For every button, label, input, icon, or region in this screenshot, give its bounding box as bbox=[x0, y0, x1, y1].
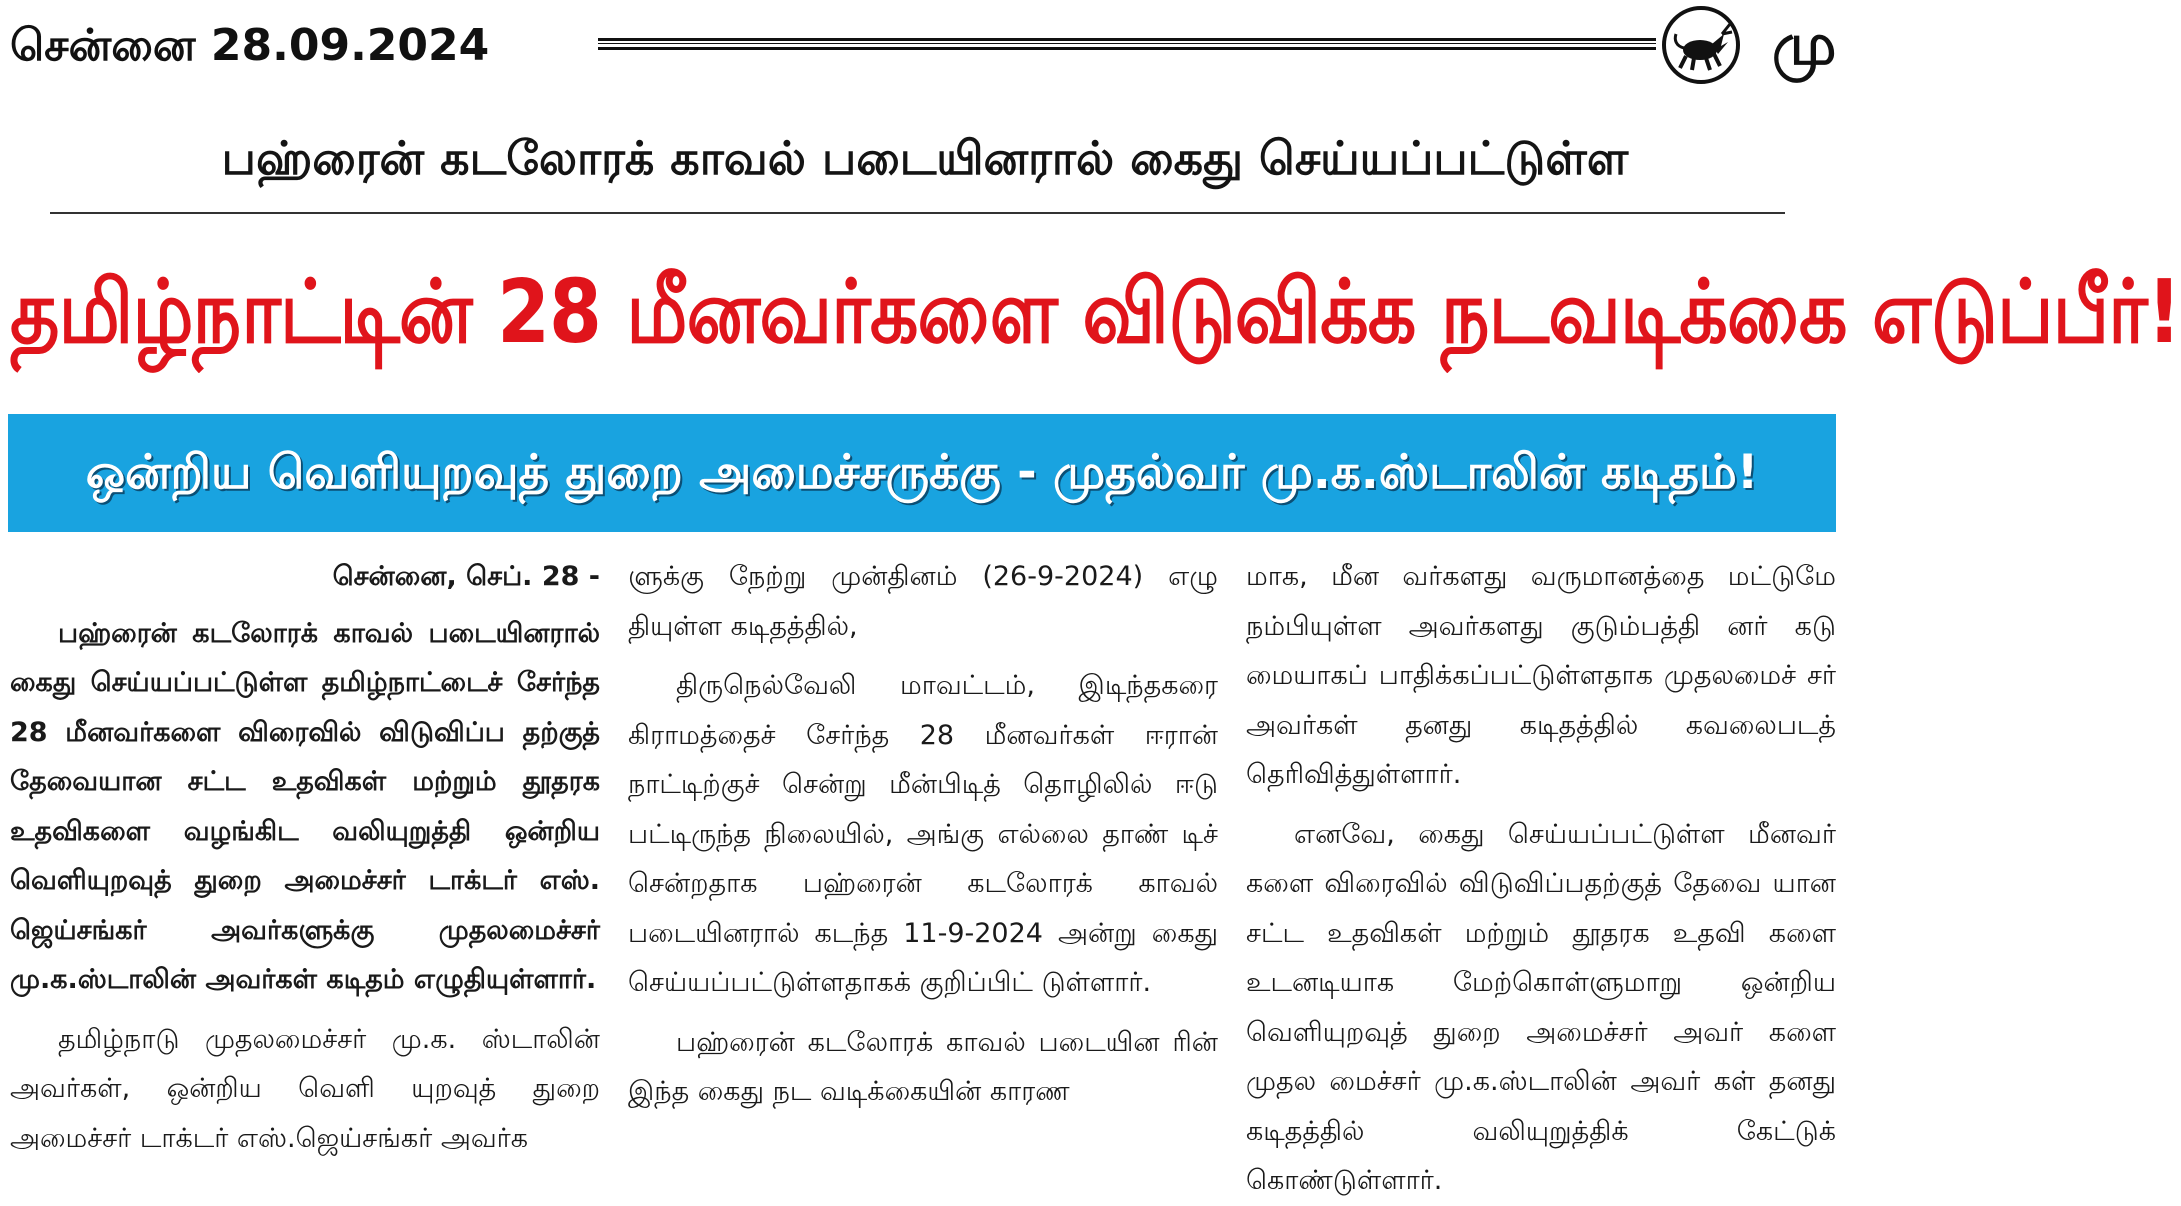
body-paragraph-4: எனவே, கைது செய்யப்பட்டுள்ள மீனவர் களை விரைவில் விடுவிப்பதற்குத் தேவை யான சட்ட உதவிகள் மற்றும் தூதரக உதவி களை உடனடியாக மேற்கொள்ளுமாறு ஒன்றிய வெளியுறவுத் துறை அமைச்சர் அவர் களை முதல மைச்சர் மு.க.ஸ்டாலின் அவர் கள் தனது கடிதத்தில் வலியுறுத்திக் கேட்டுக் கொண்டுள்ளார். bbox=[1246, 818, 1836, 1196]
dateline: சென்னை 28.09.2024 bbox=[10, 20, 490, 71]
bull-icon bbox=[1662, 6, 1740, 84]
subhead: ஒன்றிய வெளியுறவுத் துறை அமைச்சருக்கு - முதல்வர் மு.க.ஸ்டாலின் கடிதம்! bbox=[85, 445, 1759, 500]
article-column-2 bbox=[628, 552, 1218, 1117]
body-paragraph-3: பஹ்ரைன் கடலோரக் காவல் படையின ரின் இந்த கைது நட வடிக்கையின் காரண bbox=[628, 1026, 1218, 1107]
bull-icon-graphic bbox=[1666, 10, 1736, 80]
body-paragraph-3-continued: மாக, மீன வர்களது வருமானத்தை மட்டுமே நம்பியுள்ள அவர்களது குடும்பத்தி னர் கடு மையாகப் பாதிக்கப்பட்டுள்ளதாக முதலமைச் சர் அவர்கள் தனது கடிதத்தில் கவலைபடத் தெரிவித்துள்ளார். bbox=[1246, 561, 1836, 790]
main-headline: தமிழ்நாட்டின் 28 மீனவர்களை விடுவிக்க நடவடிக்கை எடுப்பீர்! bbox=[10, 260, 2181, 363]
masthead-name-fragment: மு bbox=[1772, 10, 1837, 78]
lead-paragraph: பஹ்ரைன் கடலோரக் காவல் படையினரால் கைது செய்யப்பட்டுள்ள தமிழ்நாட்டைச் சேர்ந்த 28 மீனவர்களை விரைவில் விடுவிப்ப தற்குத் தேவையான சட்ட உதவிகள் மற்றும் தூதரக உதவிகளை வழங்கிட வலியுறுத்தி ஒன்றிய வெளியுறவுத் துறை அமைச்சர் டாக்டர் எஸ். ஜெய்சங்கர் அவர்களுக்கு முதலமைச்சர் மு.க.ஸ்டாலின் அவர்கள் கடிதம் எழுதியுள்ளார். bbox=[10, 617, 600, 995]
kicker-headline: பஹ்ரைன் கடலோரக் காவல் படையினரால் கைது செய்யப்பட்டுள்ள bbox=[221, 131, 1629, 185]
masthead-rule-inner bbox=[598, 43, 1656, 44]
body-paragraph-1-continued: ளுக்கு நேற்று முன்தினம் (26-9-2024) எழு தியுள்ள கடிதத்தில், bbox=[628, 561, 1218, 642]
masthead bbox=[0, 0, 1838, 100]
article-column-3 bbox=[1246, 552, 1836, 1206]
masthead-rule bbox=[598, 38, 1656, 50]
body-paragraph-1: தமிழ்நாடு முதலமைச்சர் மு.க. ஸ்டாலின் அவர்கள், ஒன்றிய வெளி யுறவுத் துறை அமைச்சர் டாக்டர் எஸ்.ஜெய்சங்கர் அவர்க bbox=[10, 1023, 600, 1154]
article-column-1 bbox=[10, 552, 600, 1163]
body-paragraph-2: திருநெல்வேலி மாவட்டம், இடிந்தகரை கிராமத்தைச் சேர்ந்த 28 மீனவர்கள் ஈரான் நாட்டிற்குச் சென்று மீன்பிடித் தொழிலில் ஈடு பட்டிருந்த நிலையில், அங்கு எல்லை தாண் டிச் சென்றதாக பஹ்ரைன் கடலோரக் காவல் படையினரால் கடந்த 11-9-2024 அன்று கைது செய்யப்பட்டுள்ளதாகக் குறிப்பிட் டுள்ளார். bbox=[628, 670, 1218, 998]
dateline-place: சென்னை, செப். 28 - bbox=[332, 561, 600, 592]
